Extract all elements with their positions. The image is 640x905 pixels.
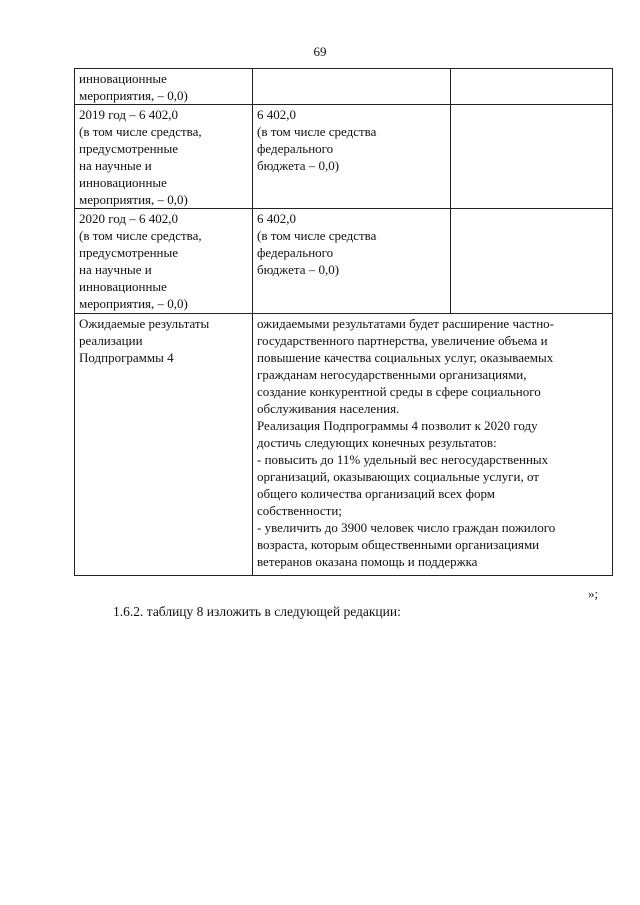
cell-line: федерального (257, 141, 334, 156)
cell-line: 2020 год – 6 402,0 (79, 211, 178, 226)
cell-line: - увеличить до 3900 человек число граждан пожилого (257, 520, 556, 535)
cell-line: повышение качества социальных услуг, оказываемых (257, 350, 554, 365)
cell-line: на научные и (79, 158, 152, 173)
cell-line: 6 402,0 (257, 107, 296, 122)
cell-line: (в том числе средства (257, 124, 377, 139)
cell-line: инновационные (79, 71, 167, 86)
cell-line: (в том числе средства, (79, 124, 202, 139)
cell-line: инновационные (79, 279, 167, 294)
cell-line: предусмотренные (79, 141, 179, 156)
cell-line: создание конкурентной среды в сфере социального (257, 384, 541, 399)
cell-line: мероприятия, – 0,0) (79, 192, 188, 207)
table-row (75, 314, 613, 576)
cell-line: Реализация Подпрограммы 4 позволит к 2020 году (257, 418, 538, 433)
cell-line: ожидаемыми результатами будет расширение частно- (257, 316, 554, 331)
cell-line: ветеранов оказана помощь и поддержка (257, 554, 478, 569)
cell-line: Подпрограммы 4 (79, 350, 174, 365)
cell-line: мероприятия, – 0,0) (79, 296, 188, 311)
cell-line: на научные и (79, 262, 152, 277)
cell-line: (в том числе средства, (79, 228, 202, 243)
table-row (75, 69, 613, 105)
cell-line: государственного партнерства, увеличение объема и (257, 333, 548, 348)
table-cell-empty (451, 69, 613, 105)
cell-line: предусмотренные (79, 245, 179, 260)
closing-quote: »; (588, 586, 599, 601)
cell-line: - повысить до 11% удельный вес негосударственных (257, 452, 549, 467)
cell-line: гражданам негосударственными организациями, (257, 367, 527, 382)
page-number: 69 (313, 44, 327, 59)
cell-line: мероприятия, – 0,0) (79, 88, 188, 103)
subprogram-table (74, 68, 613, 576)
cell-line: 2019 год – 6 402,0 (79, 107, 178, 122)
table-row (75, 105, 613, 209)
table-cell (75, 209, 253, 314)
table-cell-empty (253, 69, 451, 105)
table-cell (75, 105, 253, 209)
cell-line: бюджета – 0,0) (257, 158, 340, 173)
cell-line: (в том числе средства (257, 228, 377, 243)
table-row (75, 209, 613, 314)
expected-results-cell (253, 314, 613, 576)
table-cell-empty (451, 209, 613, 314)
cell-line: возраста, которым общественными организациями (257, 537, 540, 552)
cell-line: бюджета – 0,0) (257, 262, 340, 277)
table-cell (75, 69, 253, 105)
cell-line: организаций, оказывающих социальные услуги, от (257, 469, 539, 484)
cell-line: реализации (79, 333, 143, 348)
cell-line: обслуживания населения. (257, 401, 400, 416)
table-cell (253, 105, 451, 209)
table-cell-empty (451, 105, 613, 209)
cell-line: собственности; (257, 503, 342, 518)
table-cell (75, 314, 253, 576)
table-cell (253, 209, 451, 314)
cell-line: 6 402,0 (257, 211, 296, 226)
instruction-paragraph: 1.6.2. таблицу 8 изложить в следующей редакции: (113, 604, 401, 619)
cell-line: достичь следующих конечных результатов: (257, 435, 497, 450)
cell-line: федерального (257, 245, 334, 260)
cell-line: инновационные (79, 175, 167, 190)
cell-line: общего количества организаций всех форм (257, 486, 495, 501)
cell-line: Ожидаемые результаты (79, 316, 210, 331)
